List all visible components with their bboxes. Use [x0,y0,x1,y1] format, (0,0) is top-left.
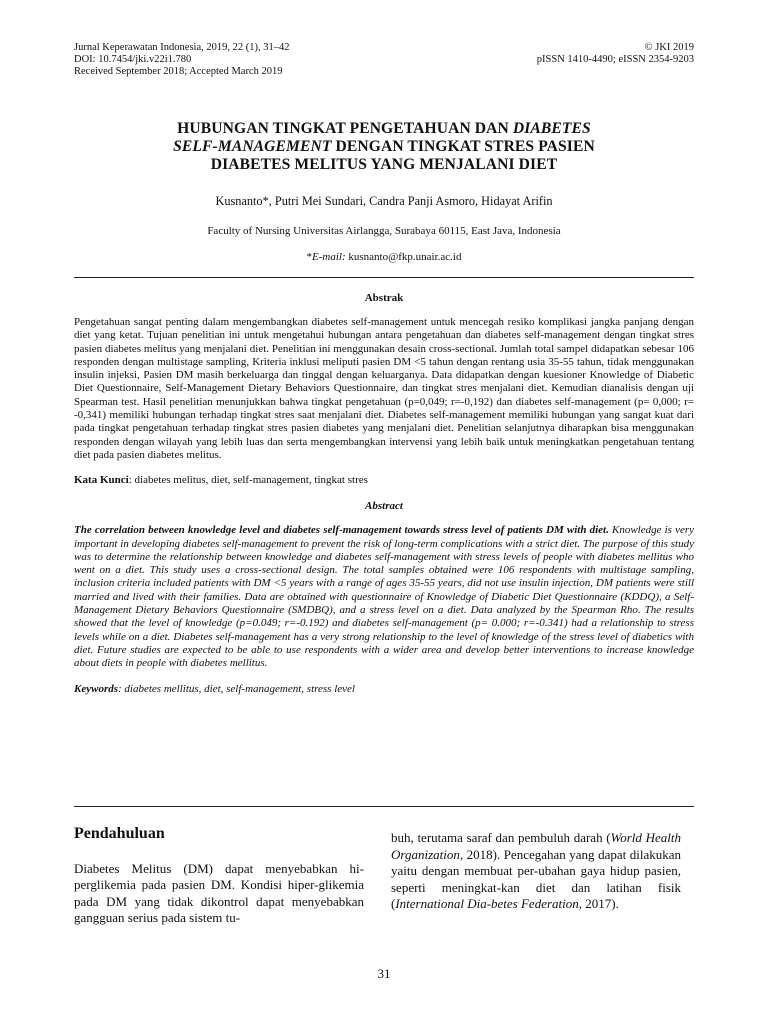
right-column [391,830,681,913]
abstrak-heading: Abstrak [364,292,404,304]
kata-kunci-label: Kata Kunci [74,474,129,487]
journal-citation: Jurnal Keperawatan Indonesia, 2019, 22 (1), 31–42 [74,42,290,53]
bottom-divider [74,806,694,807]
left-column [74,826,364,927]
paper-page [74,42,694,695]
intro-right-text-c: 2017). [582,896,619,912]
abstract-text: Knowledge is very important in developing diabetes self-management to prevent the risk of long-term complications with a strict diet. The purpose of this study was to determine the relationship between knowledge and diabetes self-management with stress levels of people with diabetes mellitus who went on a diet. This study uses a cross-sectional design. The total samples obtained were 106 respondents with multistage sampling, inclusion criteria included patients with DM <5 years with a range of ages 35-55 years, did not use insulin injection, DM patients were still married and lived with their families. Data are obtained with questionnaire of Knowledge of Diabetic Diet Questionnaire (KDDQ), a Self-Management Dietary Behaviors Questionnaire (SMDBQ), and a stress level on a diet. Data analyzed by the Spearman Rho. The results showed that the level of knowledge (p=0.049; r=-0.192) and diabetes self-management (p= 0.000; r=-0.341) had a relationship to stress levels while on a diet. Diabetes self-management has a very strong relationship to the level of knowledge of the stress level of diabetics with diet. Future studies are expected to be able to use respondents with a wider area and develop better interventions to increase knowledge about diets in people with diabetes mellitus. [74,524,695,670]
intro-left-text: Diabetes Melitus (DM) dapat menyebabkan hi-perglikemia pada pasien DM. Kondisi hiper-glikemia pada DM yang tidak dikontrol dapat menyebabkan gangguan serius pada sistem tu- [74,860,364,926]
author-list: Kusnanto*, Putri Mei Sundari, Candra Panji Asmoro, Hidayat Arifin [215,194,553,208]
abstract-title-line: The correlation between knowledge level and diabetes self-management towards stress level of patients DM with diet. [74,524,609,537]
title-line2-italic: SELF-MANAGEMENT [173,138,332,155]
doi-text: DOI: 10.7454/jki.v22i1.780 [74,54,192,65]
copyright-text: © JKI 2019 [644,42,694,53]
abstrak-body: Pengetahuan sangat penting dalam mengembangkan diabetes self-management untuk mencegah resiko komplikasi jangka panjang dengan diet yang ketat. Tujuan penelitian ini untuk mengetahui hubungan antara pengetahuan dan diabetes self-management dengan tingkat stres pasien diabetes melitus yang menjalani diet. Penelitian ini menggunakan desain cross-sectional. Jumlah total sampel didapatkan sebesar 106 responden dengan multistage sampling, Kriteria inklusi meliputi pasien DM <5 tahun dengan rentang usia 35-55 tahun, tidak menggunakan insulin injeksi, Pasien DM masih berkeluarga dan tinggal dengan keluarganya. Data didapatkan dengan kuesioner Knowledge of Diabetic Diet Questionnaire, Self-Management Dietary Behaviors Questionnaire, dan tingkat stres menjalani diet. Kemudian dianalisis dengan uji Spearman test. Hasil penelitian menunjukkan bahwa tingkat pengetahuan (p=0,049; r=-0,192) dan diabetes self-management (p= 0,000; r= -0,341) memiliki hubungan terhadap tingkat stres saat menjalani diet. Diabetes self-management memiliki hubungan yang sangat kuat dari pada tingkat pengetahuan terhadap tingkat stres pasien diabetes yang menjalani diet. Penelitian selanjutnya diharapkan bisa menggunakan responden dengan wilayah yang lebih luas dan serta mengembangkan intervensi yang lebih baik untuk meningkatkan pengetahuan tentang diet pada pasien diabetes melitus. [74,316,694,461]
header-right [537,42,694,66]
email-label: E-mail: [312,251,346,263]
page-number: 31 [377,966,391,981]
abstract-body [74,524,694,670]
intro-right-text-a: buh, terutama saraf dan pembuluh darah ( [391,830,611,845]
section-heading-pendahuluan: Pendahuluan [74,825,165,842]
affiliation: Faculty of Nursing Universitas Airlangga, Surabaya 60115, East Java, Indonesia [207,225,561,237]
kata-kunci [74,474,694,486]
title-line2: DENGAN TINGKAT STRES PASIEN [331,138,595,155]
received-text: Received September 2018; Accepted March 2019 [74,66,283,77]
header-left [74,42,289,78]
abstract-heading: Abstract [365,500,403,513]
keywords-label: Keywords [74,682,118,695]
paper-title [74,120,694,174]
citation-idf: International Dia-betes Federation, [395,896,583,912]
title-line1-italic: DIABETES [512,120,591,137]
keywords-text: : diabetes mellitus, diet, self-management, stress level [118,682,355,695]
kata-kunci-text: : diabetes melitus, diet, self-management, tingkat stres [128,474,368,487]
intro-right-text-b: , 2018). Pencegahan yang dapat dilakukan yaitu dengan membuat per-ubahan gaya hidup pasien, seperti meningkat-kan diet dan latihan fisik ( [391,846,681,912]
email-asterisk: * [306,251,313,263]
email-address: kusnanto@fkp.unair.ac.id [345,251,462,263]
top-divider [74,277,694,278]
running-header [74,42,694,82]
issn-text: pISSN 1410-4490; eISSN 2354-9203 [536,54,694,65]
corresponding-email [74,251,694,263]
citation-who: World Health Organization [391,830,681,862]
keywords [74,683,694,695]
title-line3: DIABETES MELITUS YANG MENJALANI DIET [210,156,558,173]
title-line1: HUBUNGAN TINGKAT PENGETAHUAN DAN [177,120,513,137]
